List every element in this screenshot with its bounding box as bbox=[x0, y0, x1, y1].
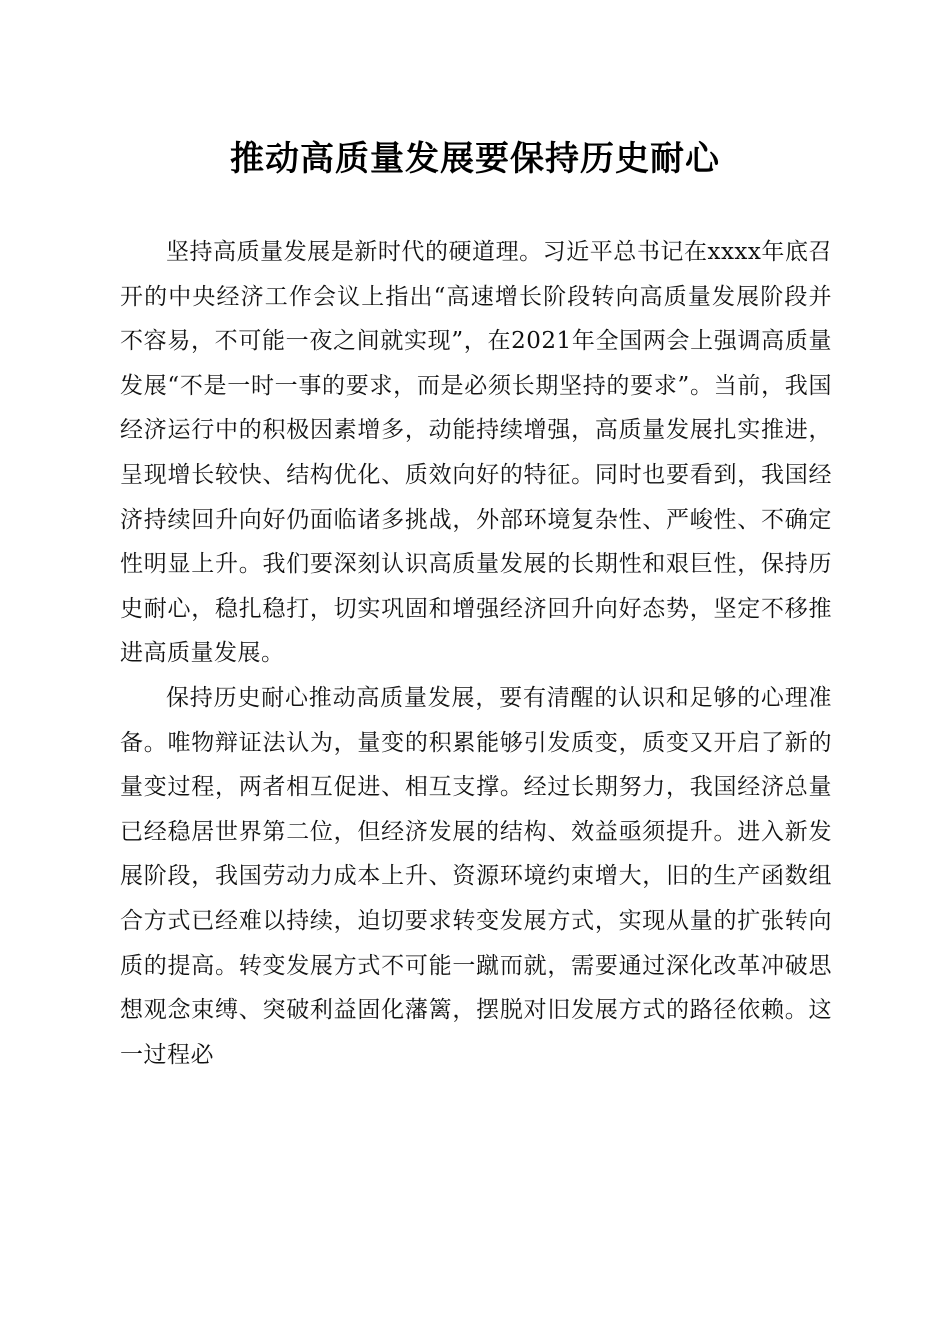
document-body bbox=[120, 230, 832, 1077]
document-title: 推动高质量发展要保持历史耐心 bbox=[230, 139, 720, 179]
paragraph-1: 坚持高质量发展是新时代的硬道理。习近平总书记在xxxx年底召开的中央经济工作会议上指出“高速增长阶段转向高质量发展阶段并不容易，不可能一夜之间就实现”，在2021年全国两会上强调高质量发展“不是一时一事的要求，而是必须长期坚持的要求”。当前，我国经济运行中的积极因素增多，动能持续增强，高质量发展扎实推进，呈现增长较快、结构优化、质效向好的特征。同时也要看到，我国经济持续回升向好仍面临诸多挑战，外部环境复杂性、严峻性、不确定性明显上升。我们要深刻认识高质量发展的长期性和艰巨性，保持历史耐心，稳扎稳打，切实巩固和增强经济回升向好态势，坚定不移推进高质量发展。 bbox=[120, 239, 832, 667]
paragraph-2: 保持历史耐心推动高质量发展，要有清醒的认识和足够的心理准备。唯物辩证法认为，量变的积累能够引发质变，质变又开启了新的量变过程，两者相互促进、相互支撑。经过长期努力，我国经济总量已经稳居世界第二位，但经济发展的结构、效益亟须提升。进入新发展阶段，我国劳动力成本上升、资源环境约束增大，旧的生产函数组合方式已经难以持续，迫切要求转变发展方式，实现从量的扩张转向质的提高。转变发展方式不可能一蹴而就，需要通过深化改革冲破思想观念束缚、突破利益固化藩篱，摆脱对旧发展方式的路径依赖。这一过程必 bbox=[120, 684, 832, 1068]
